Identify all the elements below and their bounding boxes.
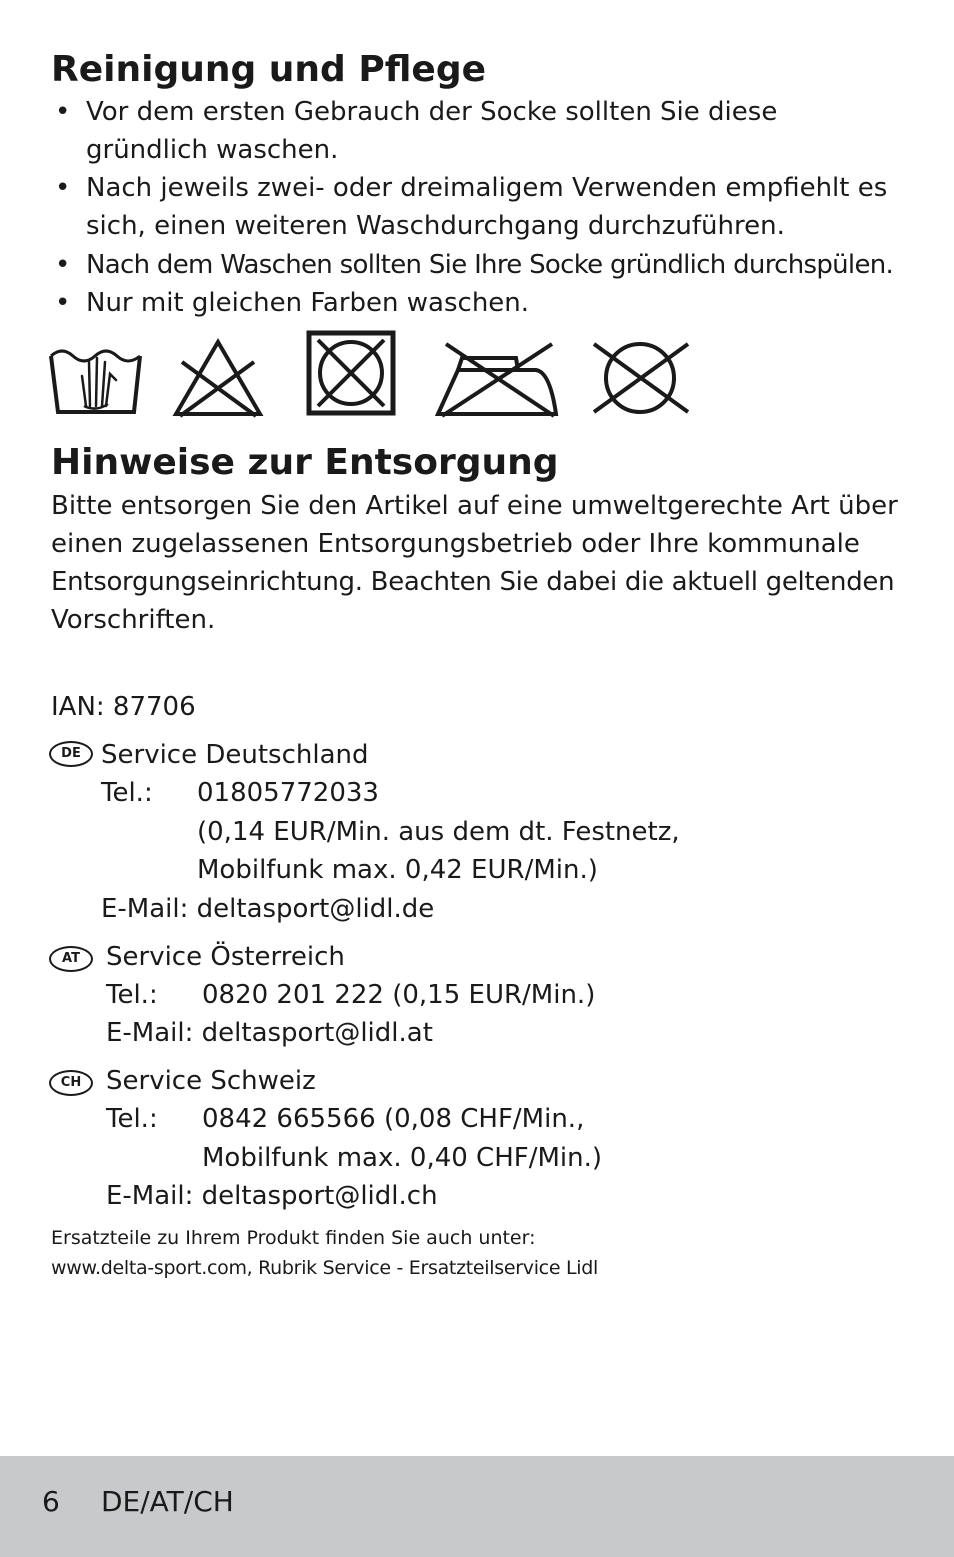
service-ch-tel-note: Mobilfunk max. 0,40 CHF/Min.) xyxy=(202,1143,603,1173)
service-de-title: Service Deutschland xyxy=(101,740,369,770)
footer-countries: DE/AT/CH xyxy=(101,1485,234,1518)
list-item-text: gründlich waschen. xyxy=(86,135,339,165)
bullet-icon: • xyxy=(55,97,71,127)
disposal-text-line: einen zugelassenen Entsorgungsbetrieb oder Ihre kommunale xyxy=(51,529,860,559)
service-ch-title: Service Schweiz xyxy=(106,1066,316,1096)
heading-disposal: Hinweise zur Entsorgung xyxy=(51,442,559,483)
list-item-text: sich, einen weiteren Waschdurchgang durchzuführen. xyxy=(86,211,785,241)
disposal-text-line: Bitte entsorgen Sie den Artikel auf eine umweltgerechte Art über xyxy=(51,491,898,521)
service-de-tel-note: (0,14 EUR/Min. aus dem dt. Festnetz, xyxy=(197,817,680,847)
no-tumble-dry-icon xyxy=(306,330,396,416)
no-dry-clean-icon xyxy=(590,340,692,416)
ch-badge-icon: CH xyxy=(49,1070,93,1096)
list-item-text: Vor dem ersten Gebrauch der Socke sollten Sie diese xyxy=(86,97,778,127)
spare-parts-url: www.delta-sport.com, Rubrik Service - Ersatzteilservice Lidl xyxy=(51,1257,598,1279)
hand-wash-icon xyxy=(48,340,144,416)
service-at-email: E-Mail: deltasport@lidl.at xyxy=(106,1018,433,1048)
service-de-tel: 01805772033 xyxy=(197,778,379,808)
service-at-title: Service Österreich xyxy=(106,942,345,972)
heading-cleaning: Reinigung und Pflege xyxy=(51,49,487,90)
list-item-text: Nach jeweils zwei- oder dreimaligem Verwenden empfiehlt es xyxy=(86,173,888,203)
bullet-icon: • xyxy=(55,288,71,318)
no-bleach-icon xyxy=(172,338,264,418)
spare-parts-note: Ersatzteile zu Ihrem Produkt finden Sie auch unter: xyxy=(51,1227,536,1249)
service-de-tel-label: Tel.: xyxy=(101,778,153,808)
ian-number: IAN: 87706 xyxy=(51,692,196,722)
at-badge-icon: AT xyxy=(49,946,93,972)
disposal-text-line: Entsorgungseinrichtung. Beachten Sie dabei die aktuell geltenden xyxy=(51,567,895,597)
service-ch-email: E-Mail: deltasport@lidl.ch xyxy=(106,1181,438,1211)
service-ch-tel-label: Tel.: xyxy=(106,1104,158,1134)
no-ironing-icon xyxy=(432,340,560,418)
service-de-tel-note: Mobilfunk max. 0,42 EUR/Min.) xyxy=(197,855,598,885)
de-badge-icon: DE xyxy=(49,741,93,767)
page-footer xyxy=(0,1456,954,1557)
service-de-email: E-Mail: deltasport@lidl.de xyxy=(101,894,435,924)
service-at-tel-label: Tel.: xyxy=(106,980,158,1010)
bullet-icon: • xyxy=(55,250,71,280)
service-ch-tel: 0842 665566 (0,08 CHF/Min., xyxy=(202,1104,585,1134)
list-item-text: Nur mit gleichen Farben waschen. xyxy=(86,288,530,318)
page-number: 6 xyxy=(42,1485,60,1518)
disposal-text-line: Vorschriften. xyxy=(51,605,216,635)
bullet-icon: • xyxy=(55,173,71,203)
list-item-text: Nach dem Waschen sollten Sie Ihre Socke gründlich durchspülen. xyxy=(86,250,894,280)
service-at-tel: 0820 201 222 (0,15 EUR/Min.) xyxy=(202,980,596,1010)
